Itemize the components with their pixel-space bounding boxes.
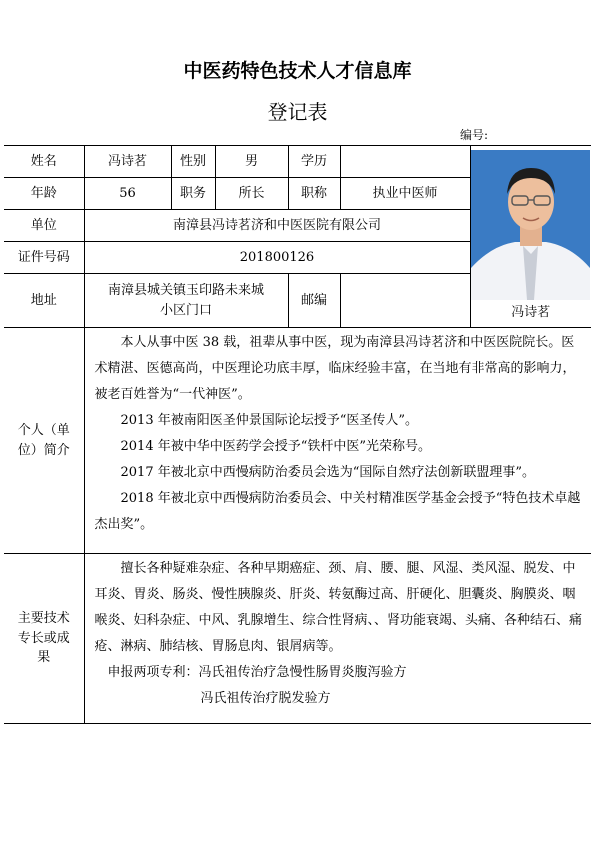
form-title: 中医药特色技术人才信息库	[183, 60, 412, 82]
professional-title-value: 执业中医师	[340, 178, 470, 210]
expertise-label-line-2: 专长或成	[17, 630, 70, 646]
education-value	[340, 146, 470, 178]
portrait-photo	[471, 150, 590, 300]
address-value	[84, 274, 288, 328]
gender-value: 男	[215, 146, 288, 178]
portrait-image	[471, 150, 590, 300]
professional-title-label: 职称	[288, 178, 340, 210]
expertise-label-line-3: 果	[37, 650, 51, 666]
profile-label	[4, 328, 84, 554]
registration-table	[4, 145, 591, 724]
expertise-text	[84, 554, 591, 724]
profile-text	[84, 328, 591, 554]
patent-line-2: 冯氏祖传治疗脱发验方	[200, 691, 331, 706]
postcode-label: 邮编	[288, 274, 340, 328]
profile-paragraph: 2014 年被中华中医药学会授予“铁杆中医”光荣称号。	[120, 439, 432, 454]
photo-caption: 冯诗茗	[511, 305, 551, 320]
age-label: 年龄	[4, 178, 84, 210]
expertise-label	[4, 554, 84, 724]
profile-paragraph: 2017 年被北京中西慢病防治委员会选为“国际自然疗法创新联盟理事”。	[120, 465, 536, 480]
expertise-label-line-1: 主要技术	[17, 611, 70, 627]
education-label: 学历	[288, 146, 340, 178]
position-label: 职务	[171, 178, 215, 210]
position-value: 所长	[215, 178, 288, 210]
name-label: 姓名	[4, 146, 84, 178]
profile-paragraph: 本人从事中医 38 载，祖辈从事中医，现为南漳县冯诗茗济和中医医院院长。医术精湛、医德高尚，中医理论功底丰厚，临床经验丰富，在当地有非常高的影响力，被老百姓誉为“一代神医”。	[94, 335, 576, 402]
unit-label: 单位	[4, 210, 84, 242]
profile-label-line-1: 个人（单	[17, 423, 70, 438]
name-value: 冯诗茗	[84, 146, 171, 178]
number-label: 编号:	[460, 128, 489, 142]
id-value: 201800126	[84, 242, 470, 274]
address-label: 地址	[4, 274, 84, 328]
address-line-1: 南漳县城关镇玉印路未来城	[107, 283, 264, 298]
unit-value: 南漳县冯诗茗济和中医医院有限公司	[84, 210, 470, 242]
form-subtitle: 登记表	[267, 100, 328, 124]
profile-label-line-2: 位）简介	[17, 442, 70, 458]
postcode-value	[340, 274, 470, 328]
gender-label: 性别	[171, 146, 215, 178]
profile-paragraph: 2013 年被南阳医圣仲景国际论坛授予“医圣传人”。	[120, 413, 419, 428]
photo-cell	[470, 146, 591, 328]
patent-line-1: 申报两项专利：冯氏祖传治疗急慢性肠胃炎腹泻验方	[107, 665, 407, 680]
profile-paragraph: 2018 年被北京中西慢病防治委员会、中关村精准医学基金会授予“特色技术卓越杰出奖”。	[94, 491, 581, 532]
id-label: 证件号码	[4, 242, 84, 274]
expertise-paragraph: 擅长各种疑难杂症、各种早期癌症、颈、肩、腰、腿、风湿、类风湿、脱发、中耳炎、胃炎、肠炎、慢性胰腺炎、肝炎、转氨酶过高、肝硬化、胆囊炎、胸膜炎、咽喉炎、妇科杂症、中风、乳腺增生、综合性肾病、、肾功能衰竭、头痛、各种结石、痛疮、淋病、肺结核、胃肠息肉、银屑病等。	[94, 561, 583, 654]
address-line-2: 小区门口	[159, 302, 212, 318]
age-value: 56	[84, 178, 171, 210]
